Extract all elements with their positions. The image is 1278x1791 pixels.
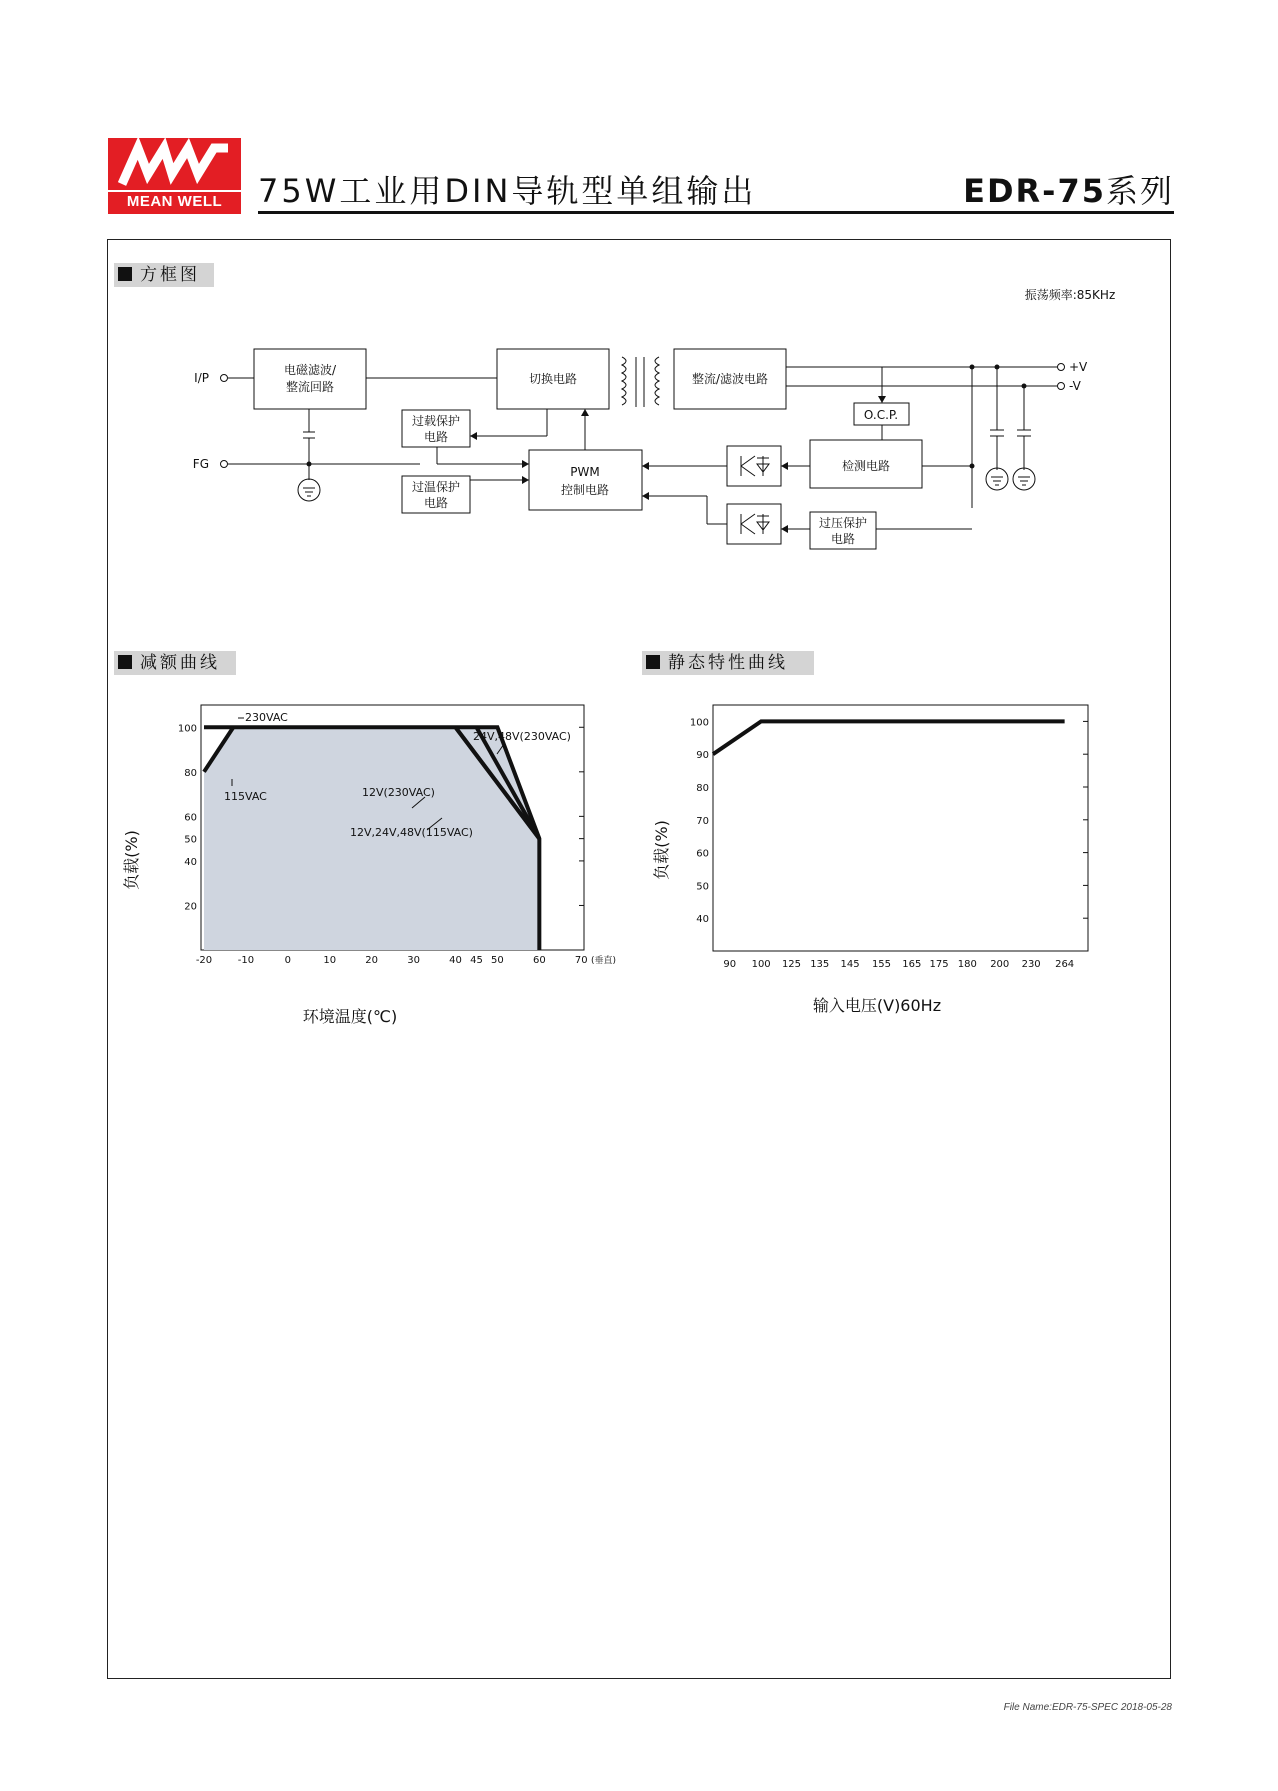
static-x-tick: 145 <box>840 959 860 970</box>
derating-label-24v48v-230vac: 24V,48V(230VAC) <box>473 730 571 743</box>
vplus-label: +V <box>1069 360 1088 374</box>
emi-filter-box <box>254 349 366 409</box>
derating-label-115vac: 115VAC <box>224 790 267 803</box>
static-x-tick: 264 <box>1055 959 1075 970</box>
pwm-box <box>529 450 642 510</box>
derating-x-tick: -10 <box>237 955 255 966</box>
static-y-tick: 50 <box>696 881 709 893</box>
derating-x-tick: 10 <box>323 955 337 966</box>
section-derating: 减额曲线 <box>114 651 236 675</box>
static-y-tick: 60 <box>696 848 709 860</box>
static-x-tick: 230 <box>1021 959 1041 970</box>
derating-chart <box>107 690 637 1040</box>
static-x-tick: 180 <box>957 959 977 970</box>
derating-y-tick: 80 <box>184 767 197 779</box>
section-static: 静态特性曲线 <box>642 651 814 675</box>
static-y-tick: 100 <box>689 717 709 729</box>
section-bullet-icon <box>118 267 132 281</box>
derating-x-unit: (垂直) <box>591 956 617 966</box>
derating-x-tick: 40 <box>449 955 462 966</box>
pwm-label-1: PWM <box>570 465 600 479</box>
static-y-tick: 40 <box>696 914 709 926</box>
optocoupler-1 <box>727 446 781 486</box>
overtemp-label-1: 过温保护 <box>411 480 461 494</box>
emi-label-2: 整流回路 <box>285 380 335 394</box>
section-bullet-icon <box>118 655 132 669</box>
switching-label: 切换电路 <box>528 372 578 386</box>
derating-xlabel: 环境温度(℃) <box>302 1007 398 1026</box>
static-plot-frame <box>713 705 1088 951</box>
derating-y-tick: 40 <box>184 856 197 868</box>
title-rule <box>258 211 1174 214</box>
detect-label: 检测电路 <box>841 459 891 473</box>
vminus-label: -V <box>1069 379 1081 393</box>
model-name: EDR-75系列 <box>963 172 1174 210</box>
static-y-tick: 80 <box>696 783 709 794</box>
block-diagram <box>107 280 1171 560</box>
derating-x-tick: 0 <box>284 955 292 966</box>
static-x-tick: 90 <box>723 959 737 970</box>
static-x-tick: 200 <box>990 959 1010 970</box>
static-xlabel: 输入电压(V)60Hz <box>812 996 942 1015</box>
derating-y-tick: 100 <box>177 723 197 735</box>
fg-label: FG <box>192 457 209 471</box>
derating-ylabel: 负载(%) <box>122 830 141 890</box>
section-block-diagram: 方框图 <box>114 263 214 287</box>
ovp-label-2: 电路 <box>830 532 856 546</box>
oscillation-label: 振荡频率:85KHz <box>1024 288 1116 302</box>
pwm-label-2: 控制电路 <box>560 483 610 497</box>
static-x-tick: 165 <box>902 959 922 970</box>
derating-x-tick: 50 <box>491 955 504 966</box>
derating-label-12v-230vac: 12V(230VAC) <box>362 786 435 799</box>
static-ylabel: 负载(%) <box>652 820 671 880</box>
derating-x-tick: -20 <box>195 955 213 966</box>
derating-x-tick: 60 <box>532 955 546 966</box>
static-x-tick: 155 <box>871 959 892 970</box>
derating-label-115vac-all: 12V,24V,48V(115VAC) <box>350 826 473 839</box>
optocoupler-2 <box>727 504 781 544</box>
derating-x-tick: 70 <box>574 955 588 966</box>
ocp-label: O.C.P. <box>863 408 899 422</box>
derating-x-tick: 20 <box>365 955 379 966</box>
derating-y-tick: 20 <box>184 901 197 913</box>
derating-x-tick: 30 <box>407 955 420 966</box>
overload-label-2: 电路 <box>423 430 449 444</box>
static-x-tick: 125 <box>781 959 802 970</box>
static-x-tick: 175 <box>929 959 949 970</box>
static-y-tick: 90 <box>696 750 709 762</box>
derating-y-tick: 50 <box>184 834 197 846</box>
logo-text: MEAN WELL <box>108 190 241 210</box>
static-x-tick: 135 <box>810 959 830 970</box>
static-x-tick: 100 <box>751 959 771 970</box>
derating-y-tick: 60 <box>184 812 197 824</box>
ovp-label-1: 过压保护 <box>818 516 868 530</box>
static-y-tick: 70 <box>696 815 709 827</box>
static-chart <box>637 690 1167 1030</box>
overtemp-label-2: 电路 <box>423 496 449 510</box>
footer-file-name: File Name:EDR-75-SPEC 2018-05-28 <box>1003 1702 1172 1713</box>
section-bullet-icon <box>646 655 660 669</box>
ip-label: I/P <box>194 371 209 385</box>
emi-label-1: 电磁滤波/ <box>283 363 337 377</box>
page-title: 75W工业用DIN导轨型单组输出 <box>258 172 757 210</box>
mean-well-logo <box>108 138 241 214</box>
overload-label-1: 过载保护 <box>411 414 461 428</box>
rectifier-label: 整流/滤波电路 <box>691 372 769 386</box>
derating-x-tick: 45 <box>470 955 483 966</box>
derating-label-230vac: 230VAC <box>245 711 288 724</box>
